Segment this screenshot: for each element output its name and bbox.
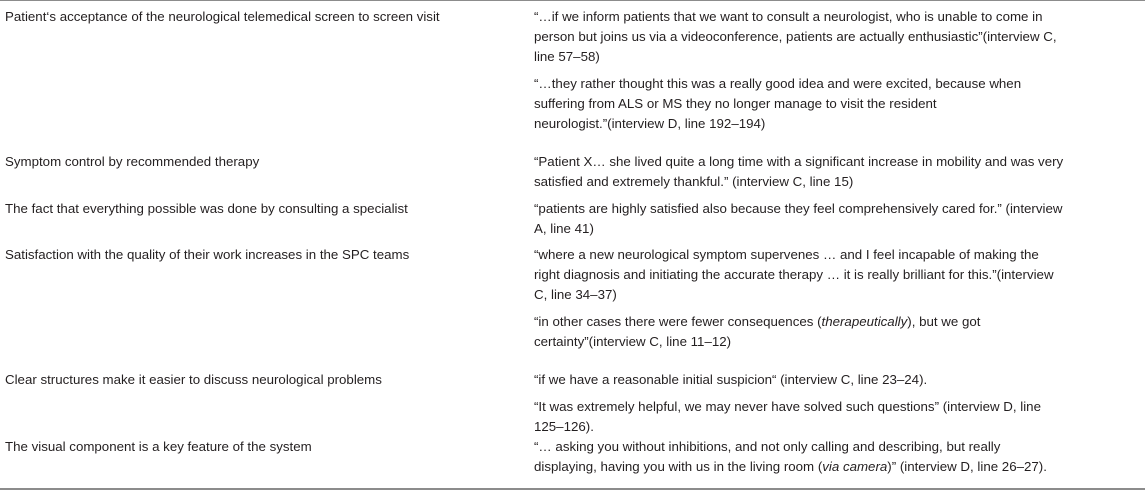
- quote-line: suffering from ALS or MS they no longer manage to visit the resident: [534, 96, 937, 111]
- quote: [534, 397, 1140, 437]
- quote-line: “…if we inform patients that we want to consult a neurologist, who is unable to come in: [534, 9, 1043, 24]
- quote-segment: “in other cases there were fewer consequences (: [534, 314, 822, 329]
- table-top-rule: [0, 0, 1145, 1]
- quote: [534, 74, 1140, 134]
- quote-line: “patients are highly satisfied also because they feel comprehensively cared for.” (interview: [534, 201, 1063, 216]
- theme-cell: Clear structures make it easier to discuss neurological problems: [5, 372, 382, 387]
- quote: [534, 312, 1140, 352]
- quote: [534, 7, 1140, 67]
- quote-line: A, line 41): [534, 221, 594, 236]
- quotes-cell: [534, 370, 1140, 437]
- quote-line: person but joins us via a videoconference, patients are actually enthusiastic”(interview C,: [534, 29, 1057, 44]
- table-bottom-rule: [0, 488, 1145, 490]
- quote-line: 125–126).: [534, 419, 594, 434]
- quotes-cell: [534, 199, 1140, 239]
- quote-segment: )” (interview D, line 26–27).: [887, 459, 1047, 474]
- quote-line: neurologist.”(interview D, line 192–194): [534, 116, 766, 131]
- quotes-cell: [534, 245, 1140, 352]
- quote-segment-italic: via camera: [822, 459, 888, 474]
- quote-segment: displaying, having you with us in the living room (: [534, 459, 823, 474]
- quote-line: [534, 457, 1140, 477]
- quote-line: right diagnosis and initiating the accurate therapy … it is really brilliant for this.”(interview: [534, 267, 1054, 282]
- quote: [534, 370, 1140, 390]
- quote-line: satisfied and extremely thankful.” (interview C, line 15): [534, 174, 854, 189]
- theme-cell: Symptom control by recommended therapy: [5, 154, 260, 169]
- theme-cell: The visual component is a key feature of the system: [5, 439, 312, 454]
- quote-segment-italic: therapeutically: [821, 314, 908, 329]
- quote-line: “It was extremely helpful, we may never have solved such questions” (interview D, line: [534, 399, 1041, 414]
- quote-segment: ), but we got: [907, 314, 981, 329]
- quote-line: C, line 34–37): [534, 287, 617, 302]
- quote: [534, 199, 1140, 239]
- quotes-cell: [534, 437, 1140, 477]
- quote: [534, 152, 1140, 192]
- theme-cell: Patient‘s acceptance of the neurological telemedical screen to screen visit: [5, 9, 440, 24]
- quotes-cell: [534, 152, 1140, 192]
- quote-line: [534, 312, 1140, 332]
- quote-line: “Patient X… she lived quite a long time with a significant increase in mobility and was very: [534, 154, 1064, 169]
- quote: [534, 245, 1140, 305]
- quotes-cell: [534, 7, 1140, 134]
- quote-line: “if we have a reasonable initial suspicion“ (interview C, line 23–24).: [534, 372, 928, 387]
- quote: [534, 437, 1140, 477]
- quote-line: “…they rather thought this was a really good idea and were excited, because when: [534, 76, 1022, 91]
- quote-line: line 57–58): [534, 49, 600, 64]
- theme-cell: The fact that everything possible was done by consulting a specialist: [5, 201, 408, 216]
- quote-line: certainty”(interview C, line 11–12): [534, 334, 732, 349]
- theme-cell: Satisfaction with the quality of their work increases in the SPC teams: [5, 247, 410, 262]
- quote-line: “… asking you without inhibitions, and not only calling and describing, but really: [534, 439, 1001, 454]
- quote-line: “where a new neurological symptom supervenes … and I feel incapable of making the: [534, 247, 1039, 262]
